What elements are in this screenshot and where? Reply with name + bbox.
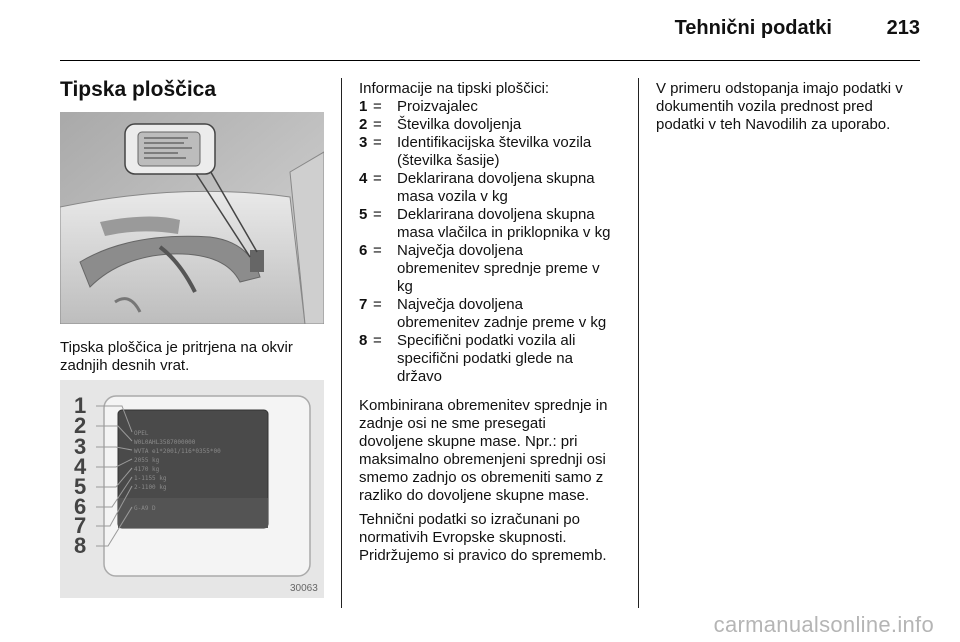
callout-1: 1 bbox=[74, 393, 87, 418]
paragraph-line: dokumentih vozila prednost pred bbox=[656, 98, 873, 115]
plate-callout-figure bbox=[60, 380, 324, 598]
column-divider-2 bbox=[638, 78, 639, 608]
footer-watermark: carmanualsonline.info bbox=[713, 612, 934, 637]
callout-5: 5 bbox=[74, 474, 87, 499]
legend-line: masa vlačilca in priklopnika v kg bbox=[397, 224, 611, 241]
plate-line-3: WVTA e1*2001/116*0355*00 bbox=[134, 448, 221, 455]
page-number: 213 bbox=[886, 17, 920, 39]
legend-number: 2 bbox=[359, 116, 368, 133]
callout-4: 4 bbox=[74, 454, 87, 479]
legend-line: Številka dovoljenja bbox=[397, 116, 522, 133]
legend-number: 6 bbox=[359, 242, 368, 259]
paragraph-line: dovoljene skupne mase. Npr.: pri bbox=[359, 433, 578, 450]
plate-line-6: 1-1155 kg bbox=[134, 475, 167, 482]
plate-line-1: OPEL bbox=[134, 430, 149, 437]
legend-equals: = bbox=[373, 242, 382, 259]
legend-line: državo bbox=[397, 368, 443, 385]
door-illustration bbox=[60, 112, 324, 324]
legend-line: obremenitev sprednje preme v bbox=[397, 260, 600, 277]
callout-8: 8 bbox=[74, 533, 87, 558]
plate-diagram bbox=[60, 380, 324, 598]
plate-legend bbox=[359, 98, 629, 386]
plate-line-4: 2055 kg bbox=[134, 457, 160, 464]
legend-item bbox=[359, 170, 629, 206]
plate-line-8: G-A9 D bbox=[134, 505, 156, 512]
legend-description bbox=[397, 134, 629, 170]
legend-line: obremenitev zadnje preme v kg bbox=[397, 314, 607, 331]
legend-equals: = bbox=[373, 170, 382, 187]
legend-line: Proizvajalec bbox=[397, 98, 478, 115]
door-plate-location-figure bbox=[60, 112, 324, 324]
legend-line: Največja dovoljena bbox=[397, 296, 523, 313]
paragraph-line: maksimalno obremenjeni sprednji osi bbox=[359, 451, 606, 468]
legend-line: Deklarirana dovoljena skupna bbox=[397, 206, 595, 223]
paragraph-line: V primeru odstopanja imajo podatki v bbox=[656, 80, 903, 97]
legend-item bbox=[359, 206, 629, 242]
paragraph-line: smemo zadnjo os obremeniti samo z bbox=[359, 469, 604, 486]
legend-line: specifični podatki glede na bbox=[397, 350, 573, 367]
legend-number: 3 bbox=[359, 134, 368, 151]
callout-2: 2 bbox=[74, 413, 87, 438]
paragraph-line: Pridržujemo si pravico do sprememb. bbox=[359, 547, 607, 564]
axle-load-paragraph bbox=[359, 397, 634, 505]
plate-line-7: 2-1100 kg bbox=[134, 484, 167, 491]
legend-number: 1 bbox=[359, 98, 368, 115]
legend-number: 5 bbox=[359, 206, 368, 223]
header-rule bbox=[60, 60, 920, 61]
legend-description bbox=[397, 332, 629, 386]
legend-equals: = bbox=[373, 98, 382, 115]
legend-item bbox=[359, 98, 629, 116]
legend-item bbox=[359, 116, 629, 134]
legend-description bbox=[397, 242, 629, 296]
legend-equals: = bbox=[373, 116, 382, 133]
legend-line: Največja dovoljena bbox=[397, 242, 523, 259]
legend-line: kg bbox=[397, 278, 413, 295]
section-title: Tipska ploščica bbox=[60, 78, 217, 101]
legend-equals: = bbox=[373, 134, 382, 151]
plate-line-5: 4170 kg bbox=[134, 466, 160, 473]
column-divider-1 bbox=[341, 78, 342, 608]
paragraph-line: Tehnični podatki so izračunani po bbox=[359, 511, 580, 528]
legend-equals: = bbox=[373, 296, 382, 313]
legend-line: Deklarirana dovoljena skupna bbox=[397, 170, 595, 187]
legend-number: 8 bbox=[359, 332, 368, 349]
paragraph-line: razliko do dovoljene skupne mase. bbox=[359, 487, 590, 504]
legend-description bbox=[397, 296, 629, 332]
callout-3: 3 bbox=[74, 434, 87, 459]
legend-description bbox=[397, 170, 629, 206]
legend-item bbox=[359, 242, 629, 296]
legend-description bbox=[397, 206, 629, 242]
paragraph-line: normativih Evropske skupnosti. bbox=[359, 529, 567, 546]
legend-number: 4 bbox=[359, 170, 368, 187]
paragraph-line: zadnje osi ne sme presegati bbox=[359, 415, 546, 432]
legend-line: masa vozila v kg bbox=[397, 188, 508, 205]
legend-line: Identifikacijska številka vozila bbox=[397, 134, 592, 151]
legend-equals: = bbox=[373, 332, 382, 349]
plate-info-intro: Informacije na tipski ploščici: bbox=[359, 80, 550, 97]
legend-equals: = bbox=[373, 206, 382, 223]
legend-item bbox=[359, 296, 629, 332]
plate-location-caption: Tipska ploščica je pritrjena na okvir zadnjih desnih vrat. bbox=[60, 339, 293, 374]
plate-line-2: W0L0AHL3587000000 bbox=[134, 439, 196, 446]
figure-code: 30063 bbox=[290, 583, 318, 594]
legend-description bbox=[397, 116, 629, 134]
legend-item bbox=[359, 134, 629, 170]
norms-paragraph bbox=[359, 511, 634, 565]
legend-line: (številka šasije) bbox=[397, 152, 500, 169]
running-header-title: Tehnični podatki bbox=[674, 17, 832, 39]
callout-7: 7 bbox=[74, 513, 87, 538]
deviation-paragraph bbox=[656, 80, 931, 134]
callout-6: 6 bbox=[74, 494, 87, 519]
legend-line: Specifični podatki vozila ali bbox=[397, 332, 576, 349]
legend-number: 7 bbox=[359, 296, 368, 313]
legend-item bbox=[359, 332, 629, 386]
paragraph-line: Kombinirana obremenitev sprednje in bbox=[359, 397, 608, 414]
legend-description bbox=[397, 98, 629, 116]
paragraph-line: podatki v teh Navodilih za uporabo. bbox=[656, 116, 891, 133]
